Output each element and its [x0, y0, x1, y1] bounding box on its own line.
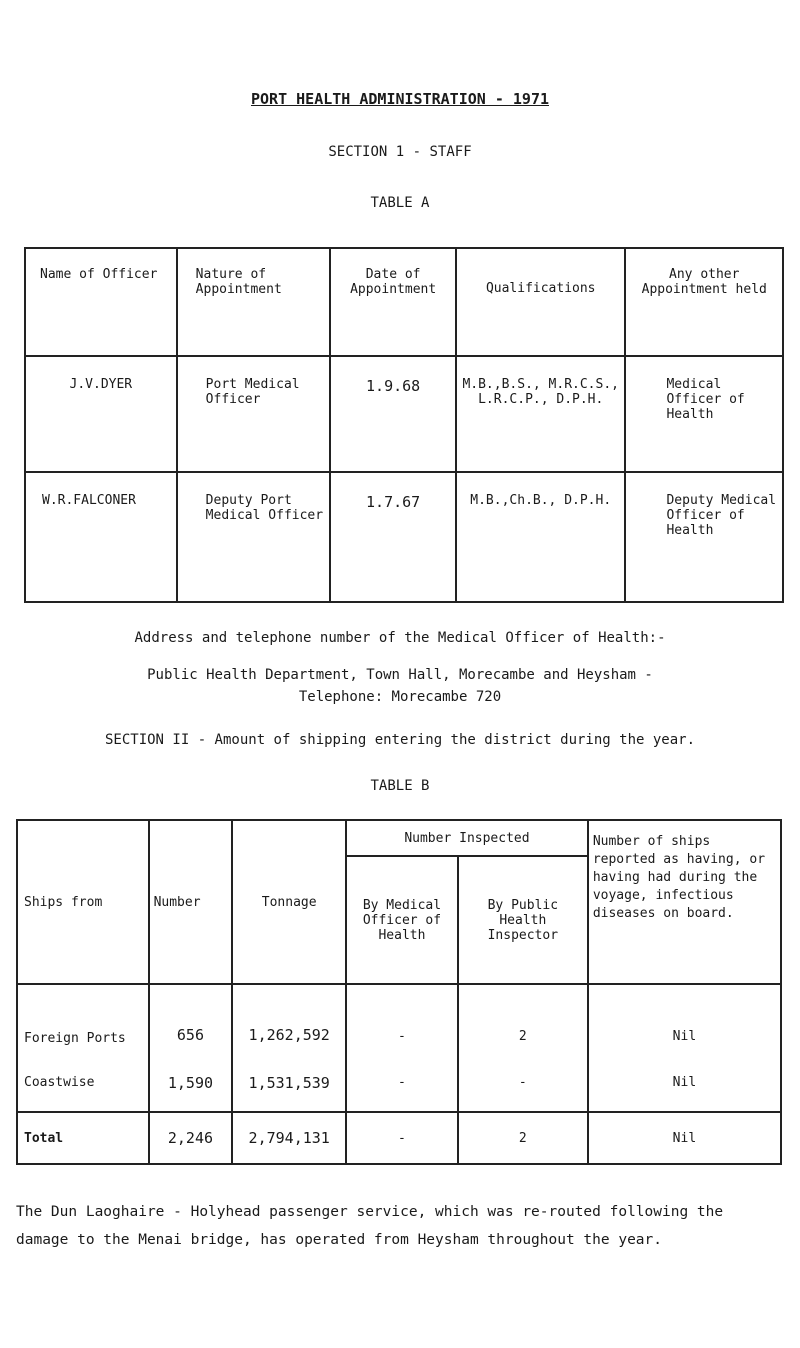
number-cell: 656 [149, 984, 233, 1054]
section-2-heading: SECTION II - Amount of shipping entering the district during the year. [104, 732, 695, 748]
table-header-row [17, 820, 781, 856]
page-title: PORT HEALTH ADMINISTRATION - 1971 [250, 90, 549, 108]
header-number-inspected: Number Inspected [346, 820, 588, 856]
by-phi-cell: - [458, 1054, 588, 1112]
telephone-line: Telephone: Morecambe 720 [298, 689, 502, 705]
ships-from-cell: Coastwise [17, 1054, 149, 1112]
header-qualifications: Qualifications [456, 248, 626, 356]
by-moh-cell: - [346, 984, 458, 1054]
header-date-of-appointment: Date of Appointment [330, 248, 456, 356]
infectious-cell: Nil [588, 1054, 781, 1112]
header-nature-of-appointment: Nature of Appointment [177, 248, 331, 356]
table-row [17, 1054, 781, 1112]
staff-table [24, 247, 784, 603]
by-moh-cell: - [346, 1054, 458, 1112]
section-1-heading: SECTION 1 - STAFF [328, 144, 472, 160]
header-name-of-officer: Name of Officer [25, 248, 177, 356]
header-tonnage: Tonnage [232, 820, 346, 984]
table-row [25, 356, 783, 472]
header-by-phi: By Public Health Inspector [458, 856, 588, 984]
officer-other-appointment: Medical Officer of Health [625, 356, 783, 472]
officer-name: J.V.DYER [25, 356, 177, 472]
total-tonnage: 2,794,131 [232, 1112, 346, 1164]
table-row [17, 984, 781, 1054]
officer-qualifications: M.B.,B.S., M.R.C.S., L.R.C.P., D.P.H. [456, 356, 626, 472]
total-by-moh: - [346, 1112, 458, 1164]
tonnage-cell: 1,531,539 [232, 1054, 346, 1112]
by-phi-cell: 2 [458, 984, 588, 1054]
table-b-label: TABLE B [370, 778, 430, 794]
address-heading: Address and telephone number of the Medical Officer of Health:- [134, 630, 666, 646]
total-by-phi: 2 [458, 1112, 588, 1164]
header-by-moh: By Medical Officer of Health [346, 856, 458, 984]
table-header-row [25, 248, 783, 356]
tonnage-cell: 1,262,592 [232, 984, 346, 1054]
ships-from-cell: Foreign Ports [17, 984, 149, 1054]
officer-other-appointment: Deputy Medical Officer of Health [625, 472, 783, 602]
infectious-cell: Nil [588, 984, 781, 1054]
header-number: Number [149, 820, 233, 984]
officer-name: W.R.FALCONER [25, 472, 177, 602]
total-infectious: Nil [588, 1112, 781, 1164]
officer-appointment: Port Medical Officer [177, 356, 331, 472]
footnote: The Dun Laoghaire - Holyhead passenger service, which was re-routed following the damage to the Menai bridge, has operated from Heysham throughout the year. [16, 1204, 724, 1248]
address-line: Public Health Department, Town Hall, Morecambe and Heysham - [147, 667, 653, 683]
total-label: Total [17, 1112, 149, 1164]
officer-qualifications: M.B.,Ch.B., D.P.H. [456, 472, 626, 602]
officer-date: 1.9.68 [330, 356, 456, 472]
table-a-label: TABLE A [370, 195, 430, 211]
total-number: 2,246 [149, 1112, 233, 1164]
officer-appointment: Deputy Port Medical Officer [177, 472, 331, 602]
shipping-table [16, 819, 782, 1165]
officer-date: 1.7.67 [330, 472, 456, 602]
header-ships-from: Ships from [17, 820, 149, 984]
table-row [25, 472, 783, 602]
number-cell: 1,590 [149, 1054, 233, 1112]
header-infectious: Number of ships reported as having, or having had during the voyage, infectious diseases on board. [588, 820, 781, 984]
header-other-appointment: Any other Appointment held [625, 248, 783, 356]
total-row [17, 1112, 781, 1164]
